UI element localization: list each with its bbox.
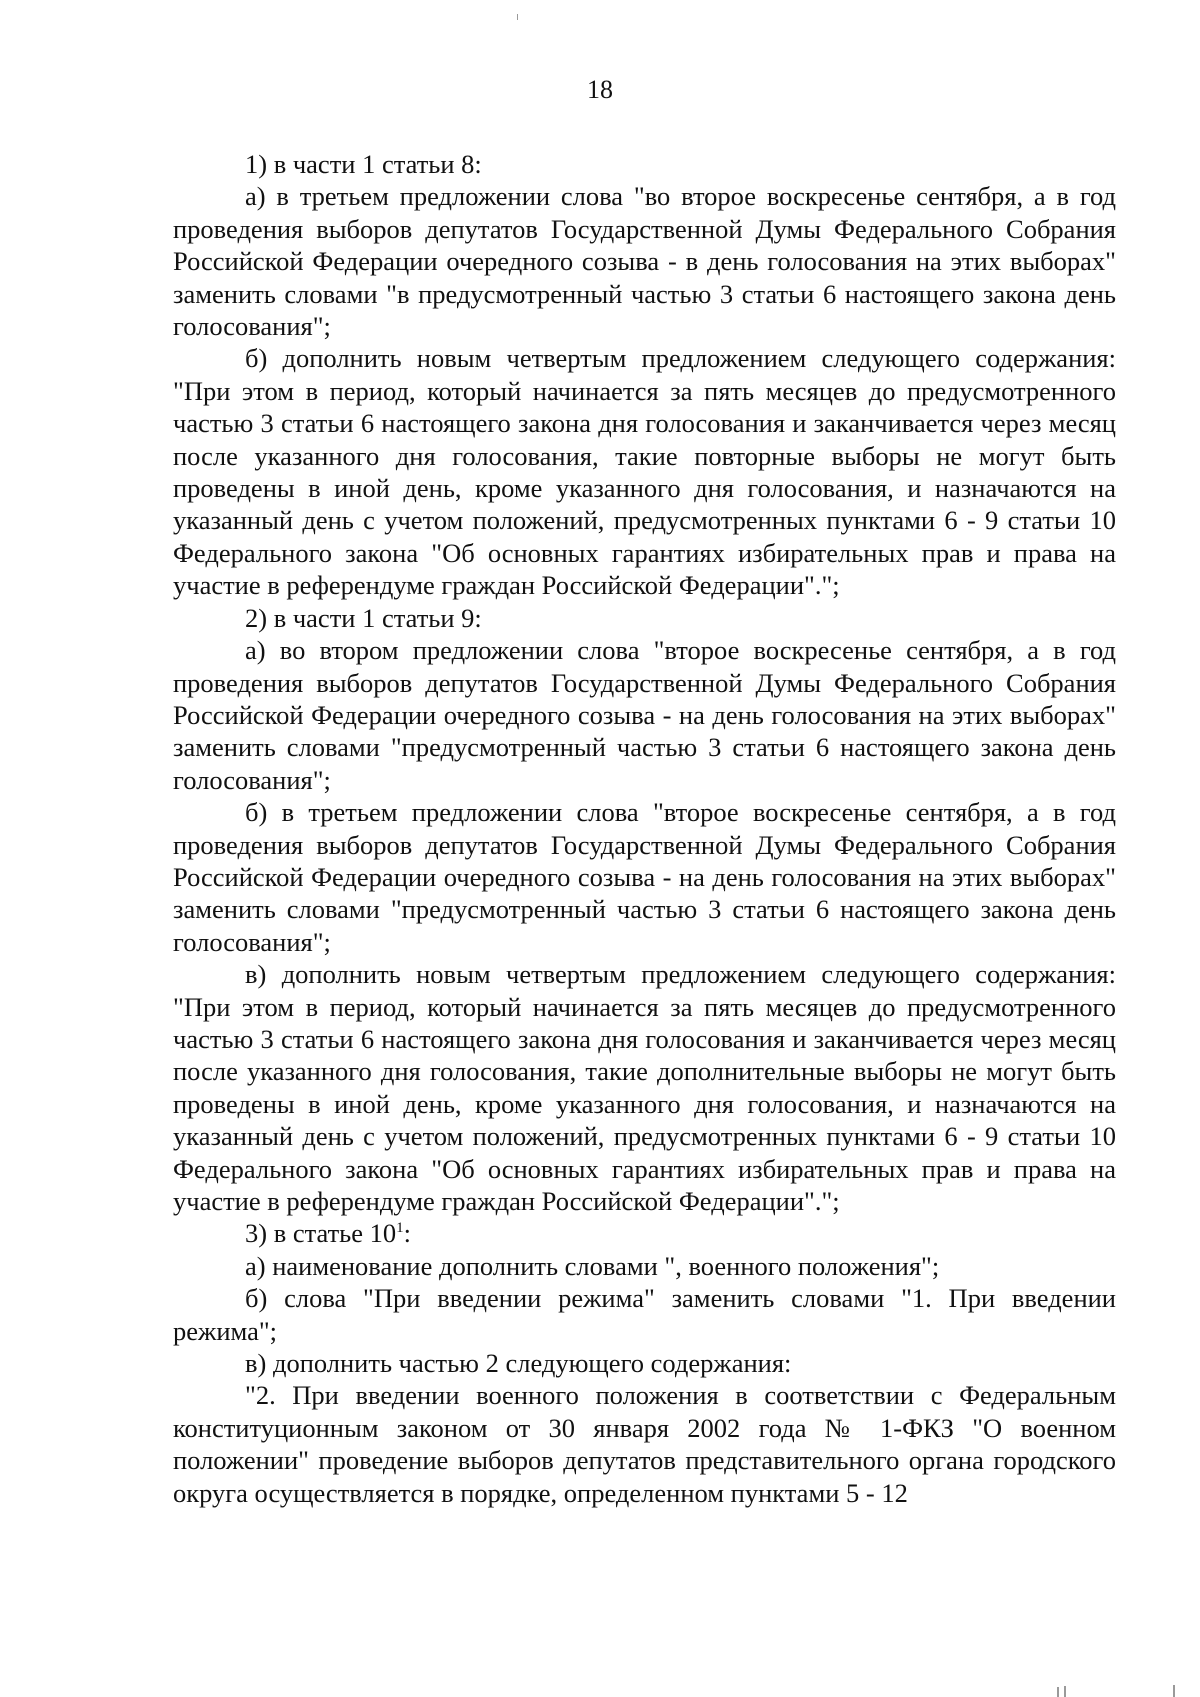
item-3-superscript: 1 <box>396 1220 404 1237</box>
paragraph-item-2b: б) в третьем предложении слова "второе воскресенье сентября, а в год проведения выборов депутатов Государственной Думы Федерального Собрания Российской Федерации очередного созыва - на день голосования на этих выборах" заменить словами "предусмотренный частью 3 статьи 6 настоящего закона день голосования"; <box>173 797 1116 957</box>
item-3-suffix: : <box>403 1218 412 1249</box>
paragraph-item-3a: а) наименование дополнить словами ", военного положения"; <box>245 1250 940 1281</box>
scan-mark-bottom-3 <box>1173 1685 1175 1697</box>
paragraph-item-1a: а) в третьем предложении слова "во второе воскресенье сентября, а в год проведения выборов депутатов Государственной Думы Федерального Собрания Российской Федерации очередного созыва - в день голосования на этих выборах" заменить словами "в предусмотренный частью 3 статьи 6 настоящего закона день голосования"; <box>173 181 1116 342</box>
paragraph-item-3b: б) слова "При введении режима" заменить словами "1. При введении режима"; <box>173 1283 1116 1346</box>
paragraph-item-2a: а) во втором предложении слова "второе воскресенье сентября, а в год проведения выборов депутатов Государственной Думы Федерального Собрания Российской Федерации очередного созыва - на день голосования на этих выборах" заменить словами "предусмотренный частью 3 статьи 6 настоящего закона день голосования"; <box>173 635 1116 795</box>
item-3-prefix: 3) в статье 10 <box>245 1218 397 1249</box>
paragraph-item-3v: в) дополнить частью 2 следующего содержания: <box>245 1348 792 1379</box>
scan-mark-bottom-1 <box>1057 1687 1059 1697</box>
scan-mark-top <box>517 14 518 20</box>
paragraph-item-2v: в) дополнить новым четвертым предложением следующего содержания: "При этом в период, который начинается за пять месяцев до предусмотренного частью 3 статьи 6 настоящего закона дня голосования и заканчивается через месяц после указанного дня голосования, такие дополнительные выборы не могут быть проведены в иной день, кроме указанного дня голосования, и назначаются на указанный день с учетом положений, предусмотренных пунктами 6 - 9 статьи 10 Федерального закона "Об основных гарантиях избирательных прав и права на участие в референдуме граждан Российской Федерации"."; <box>173 959 1116 1216</box>
page-number: 18 <box>587 75 613 104</box>
paragraph-item-1: 1) в части 1 статьи 8: <box>245 149 482 179</box>
paragraph-part-2: "2. При введении военного положения в соответствии с Федеральным конституционным законом от 30 января 2002 года № 1-ФКЗ "О военном положении" проведение выборов депутатов представительного органа городского округа осуществляется в порядке, определенном пунктами 5 - 12 <box>173 1380 1116 1508</box>
document-body <box>173 148 1116 1509</box>
paragraph-item-1b: б) дополнить новым четвертым предложением следующего содержания: "При этом в период, который начинается за пять месяцев до предусмотренного частью 3 статьи 6 настоящего закона дня голосования и заканчивается через месяц после указанного дня голосования, такие повторные выборы не могут быть проведены в иной день, кроме указанного дня голосования, и назначаются на указанный день с учетом положений, предусмотренных пунктами 6 - 9 статьи 10 Федерального закона "Об основных гарантиях избирательных прав и права на участие в референдуме граждан Российской Федерации"."; <box>173 343 1116 601</box>
paragraph-item-2: 2) в части 1 статьи 9: <box>245 602 482 633</box>
scan-mark-bottom-2 <box>1064 1686 1066 1697</box>
paragraph-item-3 <box>173 1217 1116 1249</box>
